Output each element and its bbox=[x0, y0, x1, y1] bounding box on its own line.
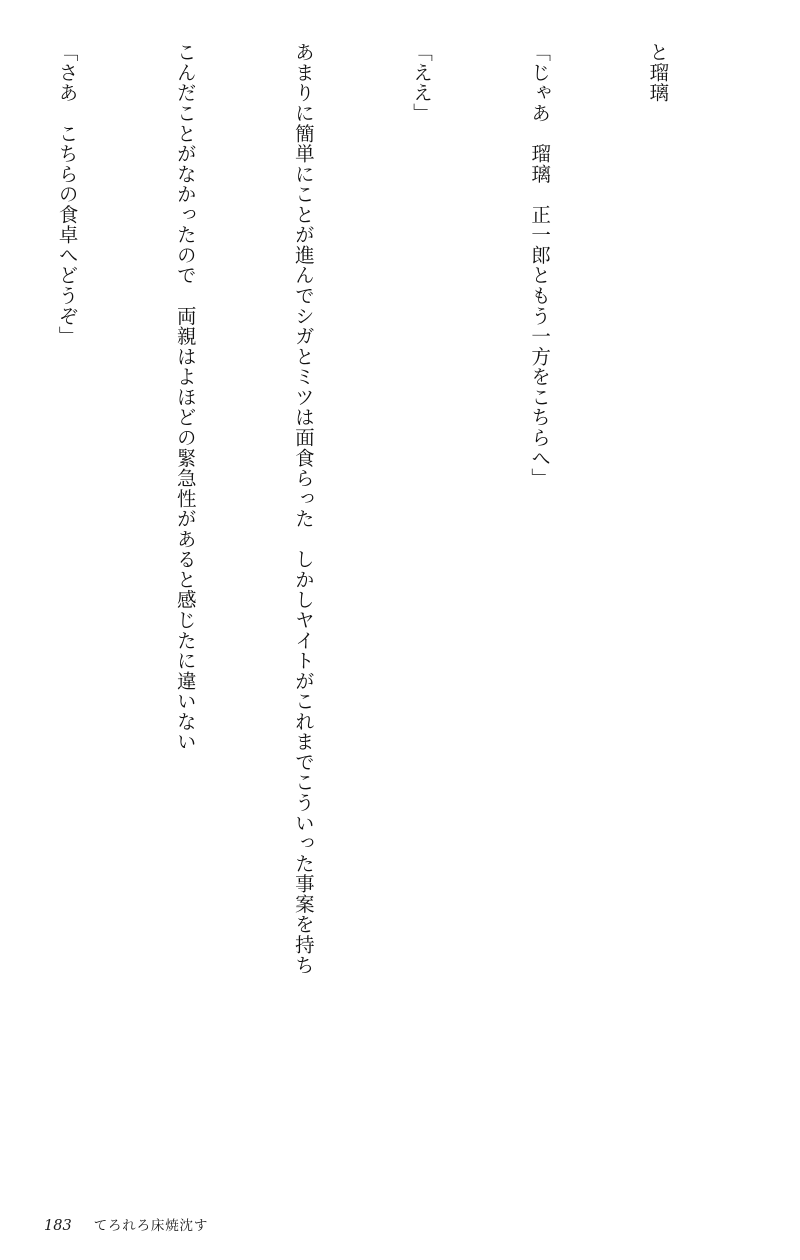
text-line: あまりに簡単にことが進んでシガとミツは面食らった しかしヤイトがこれまでこういった事案を持ち bbox=[291, 42, 315, 975]
text-line: 「ええ」 bbox=[410, 42, 433, 124]
running-head: てろれろ床焼沈す bbox=[93, 1218, 209, 1234]
text-line: と瑠璃 bbox=[646, 42, 670, 103]
vertical-text-body bbox=[44, 42, 756, 1172]
text-line: 「じゃあ 瑠璃 正一郎ともう一方をこちらへ」 bbox=[528, 42, 552, 489]
text-line: 「さあ こちらの食卓へどうぞ」 bbox=[55, 42, 79, 347]
page-footer bbox=[44, 1214, 208, 1234]
folio-page-number: 183 bbox=[44, 1218, 72, 1234]
text-line: こんだことがなかったので 両親はよほどの緊急性があると感じたに違いない bbox=[173, 42, 197, 752]
